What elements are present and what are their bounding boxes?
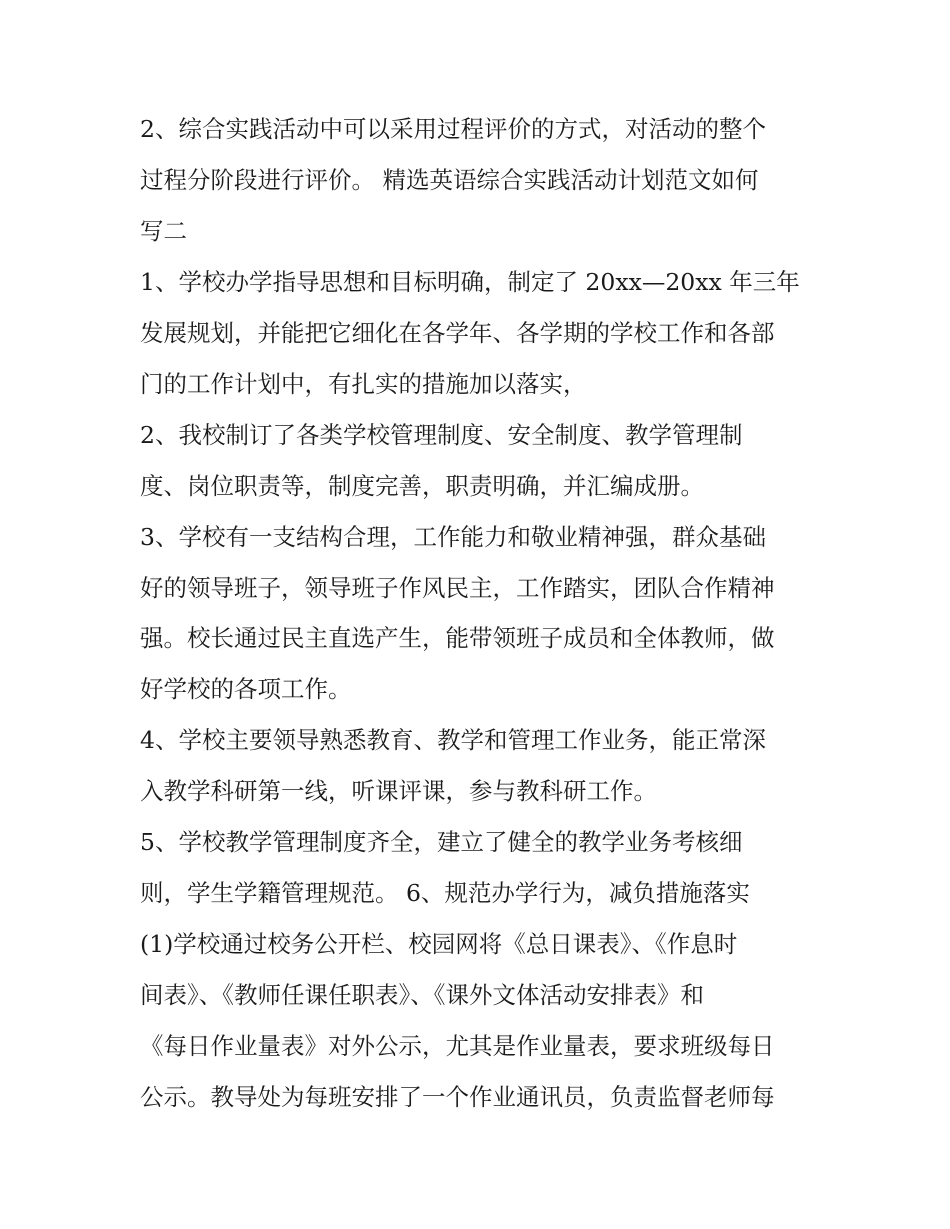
text-line: 4、学校主要领导熟悉教育、教学和管理工作业务，能正常深 — [140, 726, 766, 754]
text-line: (1)学校通过校务公开栏、校园网将《总日课表》、《作息时 — [140, 930, 738, 958]
text-line: 5、学校教学管理制度齐全，建立了健全的教学业务考核细 — [140, 828, 743, 856]
text-line: 间表》、《教师任课任职表》、《课外文体活动安排表》和 — [140, 981, 704, 1009]
text-line: 2、综合实践活动中可以采用过程评价的方式，对活动的整个 — [140, 115, 766, 143]
text-line: 好学校的各项工作。 — [140, 675, 352, 703]
text-line: 过程分阶段进行评价。 精选英语综合实践活动计划范文如何 — [140, 166, 759, 194]
text-line: 发展规划，并能把它细化在各学年、各学期的学校工作和各部 — [140, 319, 775, 347]
text-line: 强。校长通过民主直选产生，能带领班子成员和全体教师，做 — [140, 624, 775, 652]
text-line: 1、学校办学指导思想和目标明确，制定了 20xx—20xx 年三年 — [140, 268, 800, 296]
text-line: 好的领导班子，领导班子作风民主，工作踏实，团队合作精神 — [140, 574, 775, 602]
text-line: 入教学科研第一线，听课评课，参与教科研工作。 — [140, 777, 657, 805]
text-line: 《每日作业量表》对外公示，尤其是作业量表，要求班级每日 — [140, 1032, 775, 1060]
text-line: 门的工作计划中，有扎实的措施加以落实， — [140, 370, 587, 398]
text-line: 则，学生学籍管理规范。 6、规范办学行为，减负措施落实 — [140, 879, 750, 907]
text-line: 3、学校有一支结构合理，工作能力和敬业精神强，群众基础 — [140, 523, 766, 551]
text-line: 写二 — [140, 217, 187, 245]
text-line: 2、我校制订了各类学校管理制度、安全制度、教学管理制 — [140, 421, 743, 449]
text-line: 公示。教导处为每班安排了一个作业通讯员，负责监督老师每 — [140, 1083, 775, 1111]
text-line: 度、岗位职责等，制度完善，职责明确，并汇编成册。 — [140, 472, 704, 500]
